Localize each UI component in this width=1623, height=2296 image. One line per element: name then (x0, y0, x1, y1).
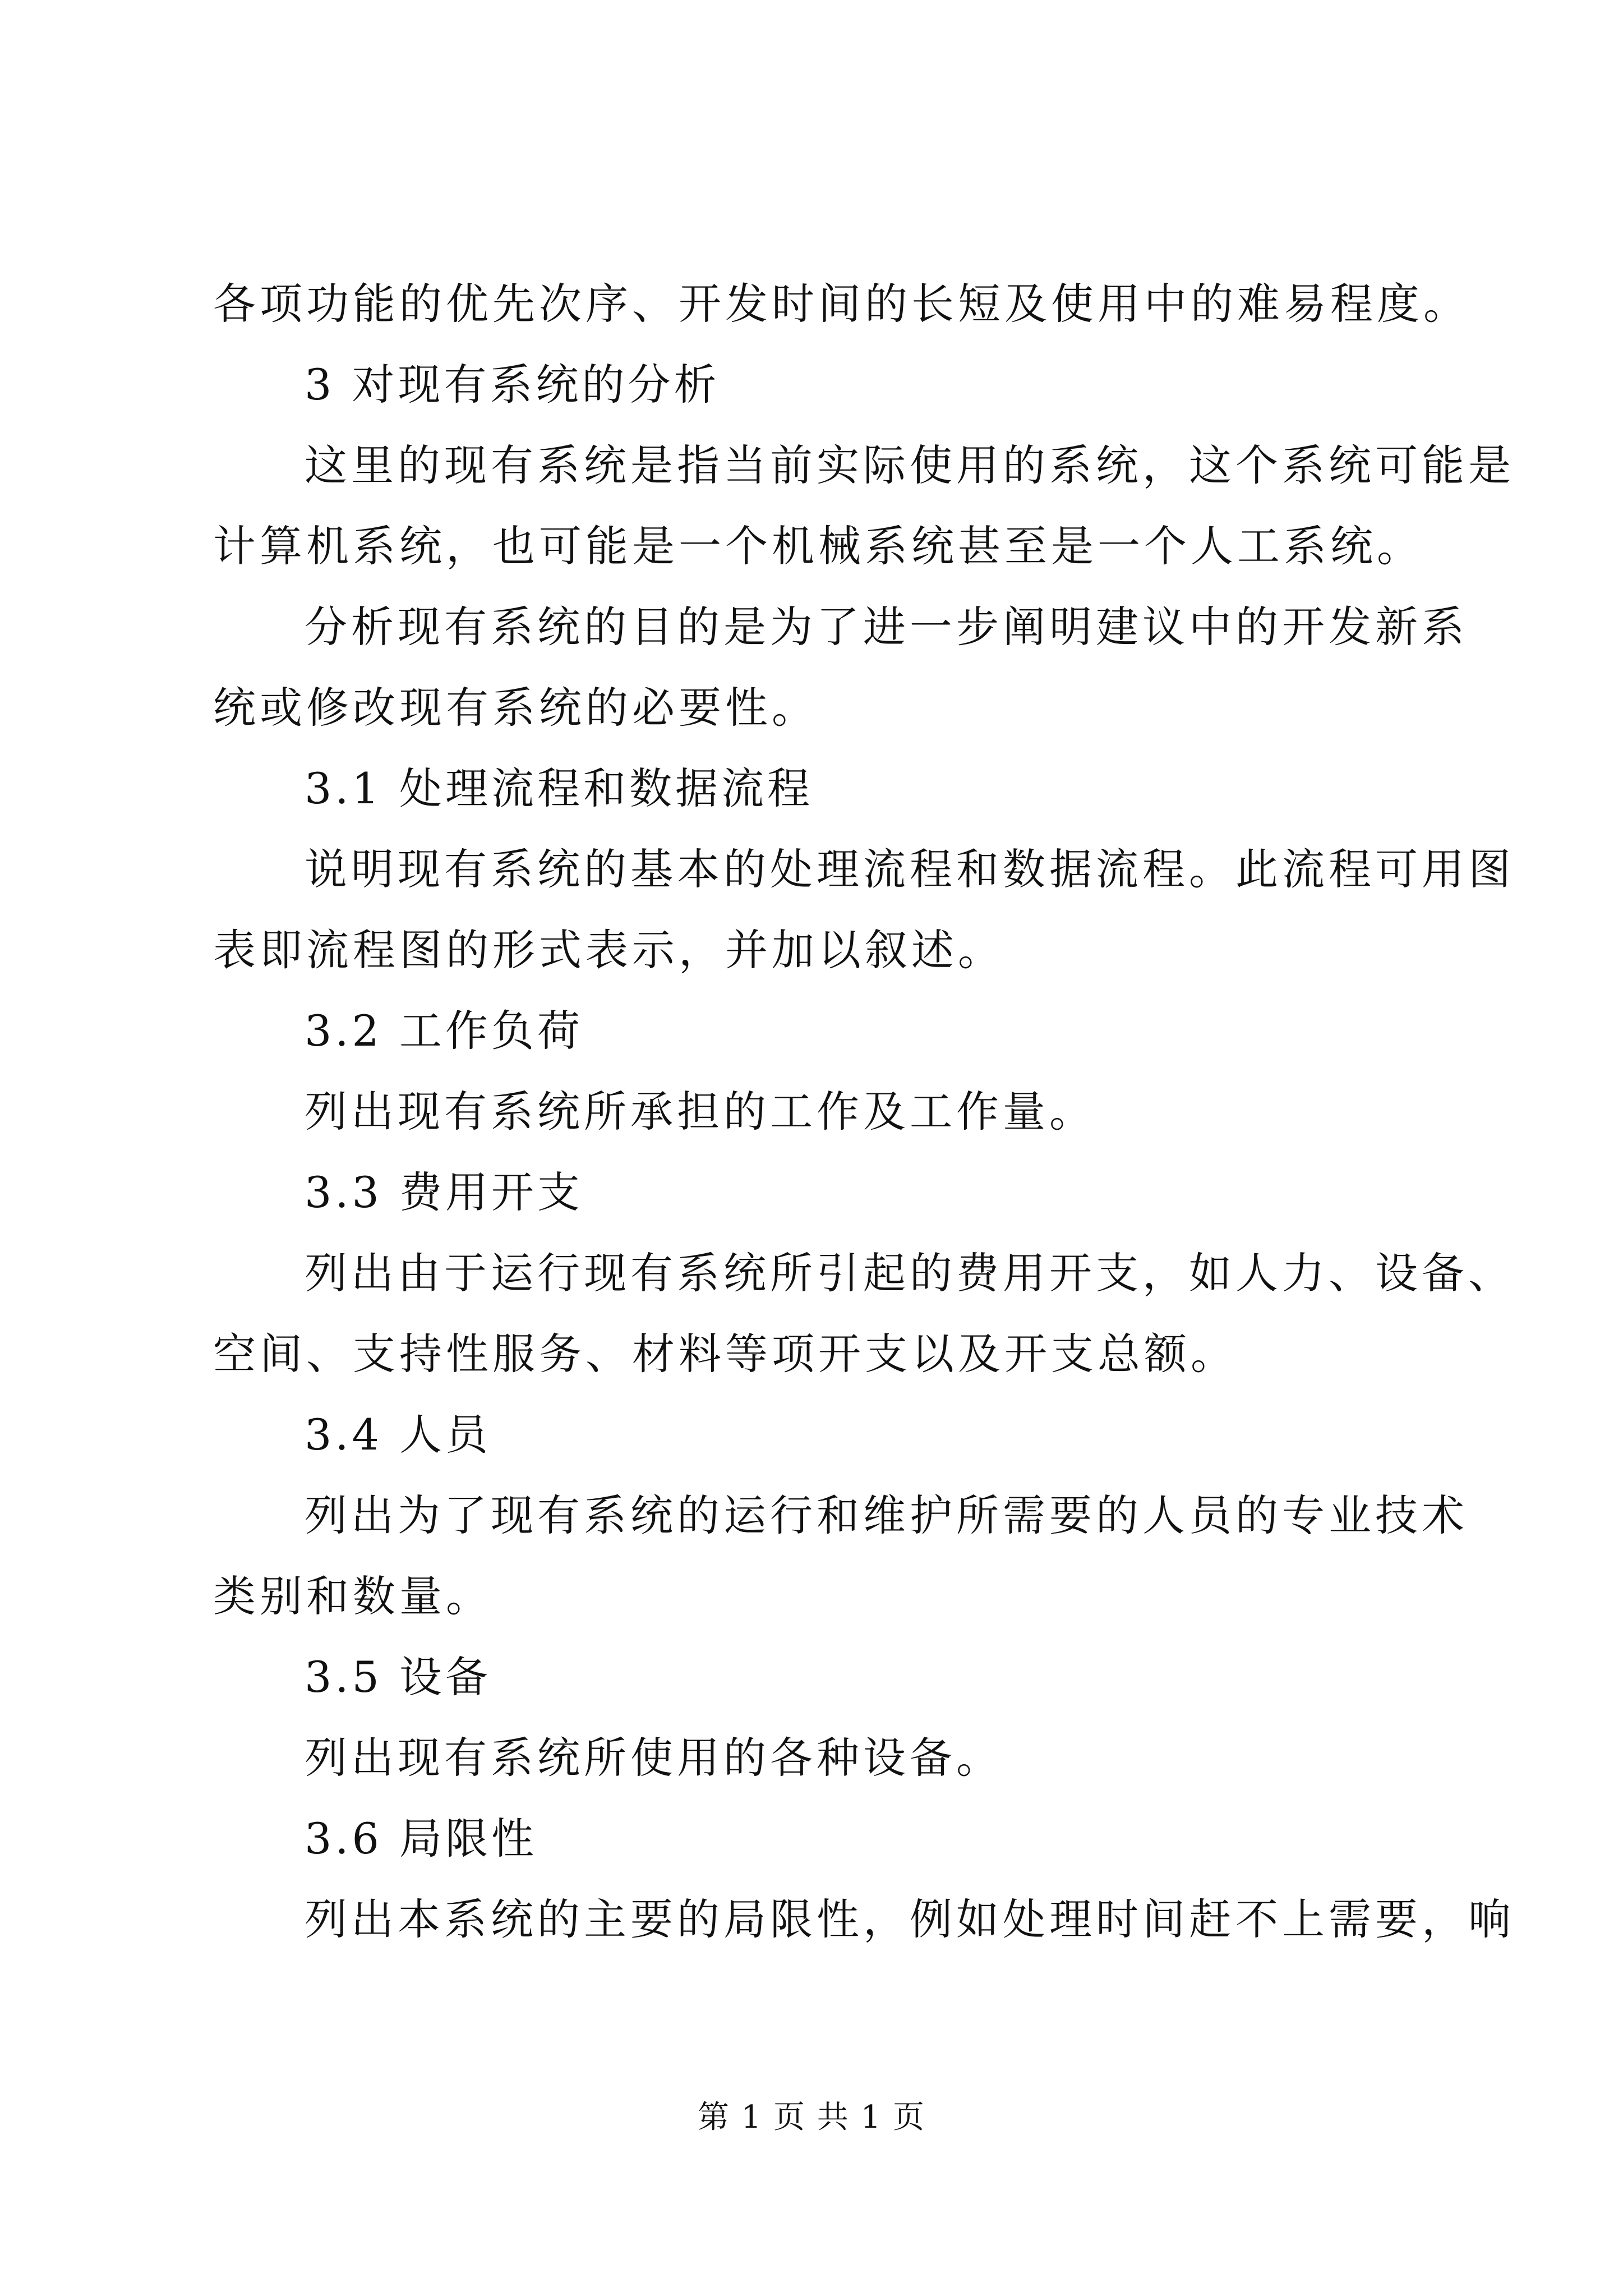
page-footer: 第 1 页 共 1 页 (697, 2099, 926, 2136)
body-line: 各项功能的优先次序、开发时间的长短及使用中的难易程度。 (213, 279, 1470, 329)
body-line: 列出本系统的主要的局限性，例如处理时间赶不上需要，响 (305, 1894, 1515, 1944)
section-heading: 3.5 设备 (305, 1652, 492, 1702)
body-line: 说明现有系统的基本的处理流程和数据流程。此流程可用图 (305, 844, 1515, 894)
body-line: 列出现有系统所承担的工作及工作量。 (305, 1087, 1096, 1137)
section-heading: 3 对现有系统的分析 (305, 360, 720, 409)
body-line: 列出为了现有系统的运行和维护所需要的人员的专业技术 (305, 1490, 1468, 1540)
section-heading: 3.6 局限性 (305, 1814, 538, 1864)
body-line: 列出由于运行现有系统所引起的费用开支，如人力、设备、 (305, 1248, 1515, 1298)
body-line: 表即流程图的形式表示，并加以叙述。 (213, 925, 1004, 975)
body-line: 类别和数量。 (213, 1571, 492, 1621)
body-line: 列出现有系统所使用的各种设备。 (305, 1733, 1003, 1783)
body-line: 计算机系统，也可能是一个机械系统甚至是一个人工系统。 (213, 521, 1423, 571)
body-line: 统或修改现有系统的必要性。 (213, 683, 818, 733)
section-heading: 3.1 处理流程和数据流程 (305, 763, 814, 813)
section-heading: 3.3 费用开支 (305, 1167, 584, 1217)
body-line: 这里的现有系统是指当前实际使用的系统，这个系统可能是 (305, 440, 1515, 490)
body-line: 分析现有系统的目的是为了进一步阐明建议中的开发新系 (305, 602, 1468, 652)
section-heading: 3.4 人员 (305, 1410, 492, 1460)
body-line: 空间、支持性服务、材料等项开支以及开支总额。 (213, 1329, 1237, 1379)
document-body (213, 264, 1515, 1960)
section-heading: 3.2 工作负荷 (305, 1006, 584, 1056)
